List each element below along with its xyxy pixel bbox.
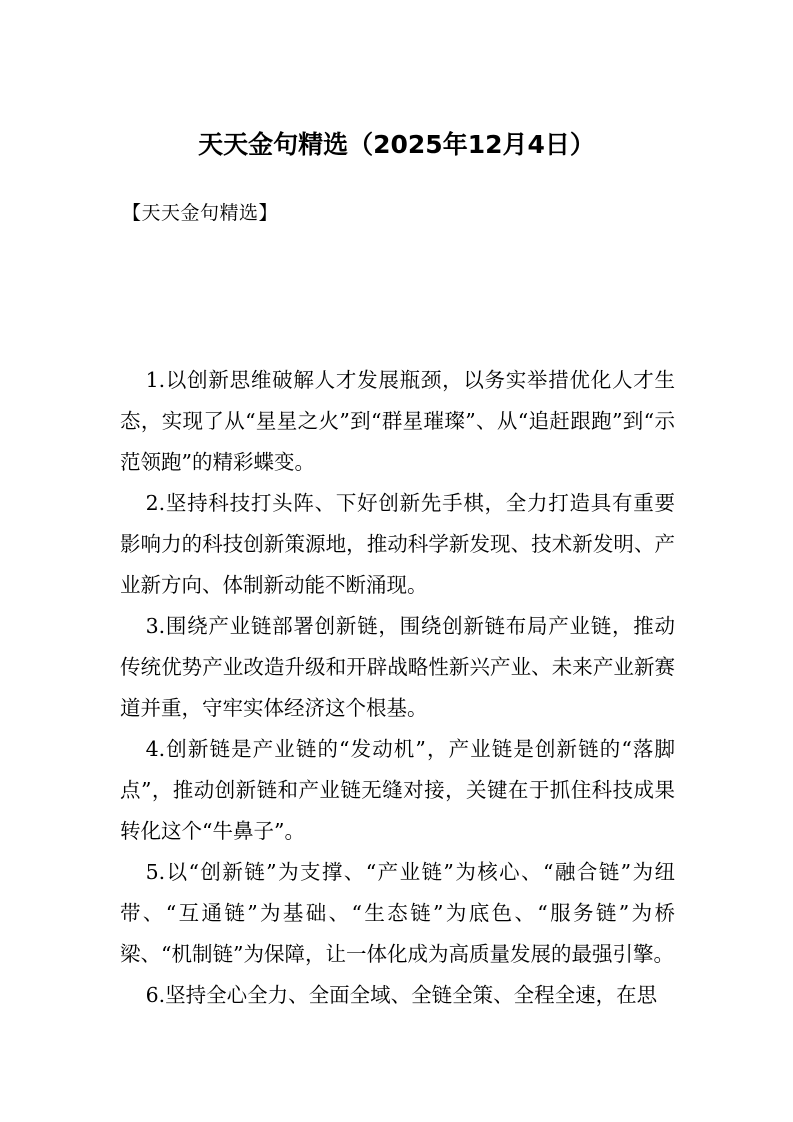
paragraph-4: 4.创新链是产业链的“发动机”，产业链是创新链的“落脚点”，推动创新链和产业链无缝对接，关键在于抓住科技成果转化这个“牛鼻子”。 bbox=[120, 737, 675, 843]
document-body bbox=[120, 360, 675, 1016]
paragraph-5: 5.以“创新链”为支撑、“产业链”为核心、“融合链”为纽带、“互通链”为基础、“生态链”为底色、“服务链”为桥梁、“机制链”为保障，让一体化成为高质量发展的最强引擎。 bbox=[120, 860, 675, 966]
paragraph-6: 6.坚持全心全力、全面全域、全链全策、全程全速，在思 bbox=[145, 983, 658, 1007]
paragraph-2: 2.坚持科技打头阵、下好创新先手棋，全力打造具有重要影响力的科技创新策源地，推动科学新发现、技术新发明、产业新方向、体制新动能不断涌现。 bbox=[120, 491, 675, 597]
paragraph-1: 1.以创新思维破解人才发展瓶颈，以务实举措优化人才生态，实现了从“星星之火”到“群星璀璨”、从“追赶跟跑”到“示范领跑”的精彩蝶变。 bbox=[120, 368, 675, 474]
document-title: 天天金句精选（2025年12月4日） bbox=[198, 130, 595, 159]
paragraph-3: 3.围绕产业链部署创新链，围绕创新链布局产业链，推动传统优势产业改造升级和开辟战略性新兴产业、未来产业新赛道并重，守牢实体经济这个根基。 bbox=[120, 614, 675, 720]
section-label: 【天天金句精选】 bbox=[122, 202, 279, 224]
